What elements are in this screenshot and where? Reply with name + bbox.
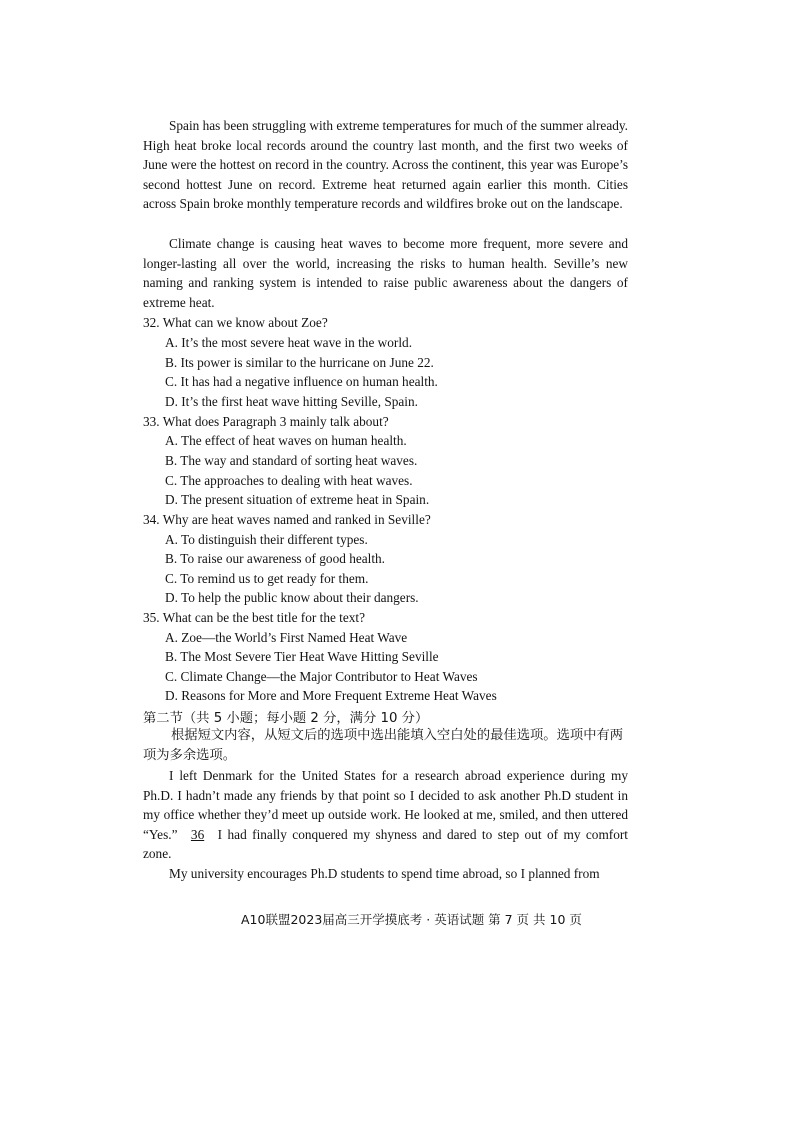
- question-33-option-c: C. The approaches to dealing with heat waves.: [165, 473, 413, 488]
- question-32-option-a: A. It’s the most severe heat wave in the world.: [165, 335, 413, 350]
- blank-36: 36: [190, 826, 205, 842]
- question-32-option-d: D. It’s the first heat wave hitting Seville, Spain.: [165, 394, 418, 409]
- question-33-option-d: D. The present situation of extreme heat in Spain.: [165, 492, 430, 507]
- question-35-option-d: D. Reasons for More and More Frequent Extreme Heat Waves: [165, 688, 497, 703]
- question-33-option-b: B. The way and standard of sorting heat waves.: [165, 453, 418, 468]
- question-34-option-a: A. To distinguish their different types.: [165, 532, 368, 547]
- question-35-stem: 35. What can be the best title for the text?: [143, 610, 366, 625]
- passage-paragraph-1: Spain has been struggling with extreme temperatures for much of the summer already. High heat broke local records around the country last month, and the first two weeks of June were the hottest on record in the country. Across the continent, this year was Europe’s second hottest June on record. Extreme heat returned again earlier this month. Cities across Spain broke monthly temperature records and wildfires broke out on the landscape.: [143, 118, 628, 212]
- question-34-option-c: C. To remind us to get ready for them.: [165, 571, 369, 586]
- question-32-option-c: C. It has had a negative influence on human health.: [165, 374, 438, 389]
- question-35-option-b: B. The Most Severe Tier Heat Wave Hitting Seville: [165, 649, 439, 664]
- page-footer: A10联盟2023届高三开学摸底考 · 英语试题 第 7 页 共 10 页: [241, 912, 582, 927]
- section-2-paragraph-2: My university encourages Ph.D students to spend time abroad, so I planned from: [169, 866, 600, 881]
- question-32-stem: 32. What can we know about Zoe?: [143, 315, 328, 330]
- question-33-option-a: A. The effect of heat waves on human health.: [165, 433, 407, 448]
- question-34-stem: 34. Why are heat waves named and ranked in Seville?: [143, 512, 431, 527]
- section-2-heading: 第二节（共 5 小题；每小题 2 分，满分 10 分）: [143, 711, 429, 726]
- question-33-stem: 33. What does Paragraph 3 mainly talk about?: [143, 414, 389, 429]
- question-35-option-c: C. Climate Change—the Major Contributor to Heat Waves: [165, 669, 478, 684]
- question-32-option-b: B. Its power is similar to the hurricane on June 22.: [165, 355, 434, 370]
- passage-paragraph-2: Climate change is causing heat waves to become more frequent, more severe and longer-lasting all over the world, increasing the risks to human health. Seville’s new naming and ranking system is intended to raise public awareness about the dangers of extreme heat.: [143, 236, 628, 310]
- section-2-paragraph-1: I left Denmark for the United States for a research abroad experience during my Ph.D. I hadn’t made any friends by that point so I decided to ask another Ph.D student in my office whether they’d meet up outside work. He looked at me, smiled, and then uttered “Yes.” 36 I had finally conquered my shyness and dared to step out of my comfort zone.: [143, 768, 628, 862]
- section-2-instruction: 根据短文内容，从短文后的选项中选出能填入空白处的最佳选项。选项中有两项为多余选项。: [143, 728, 624, 763]
- question-34-option-b: B. To raise our awareness of good health.: [165, 551, 386, 566]
- question-35-option-a: A. Zoe—the World’s First Named Heat Wave: [165, 630, 408, 645]
- question-34-option-d: D. To help the public know about their dangers.: [165, 590, 419, 605]
